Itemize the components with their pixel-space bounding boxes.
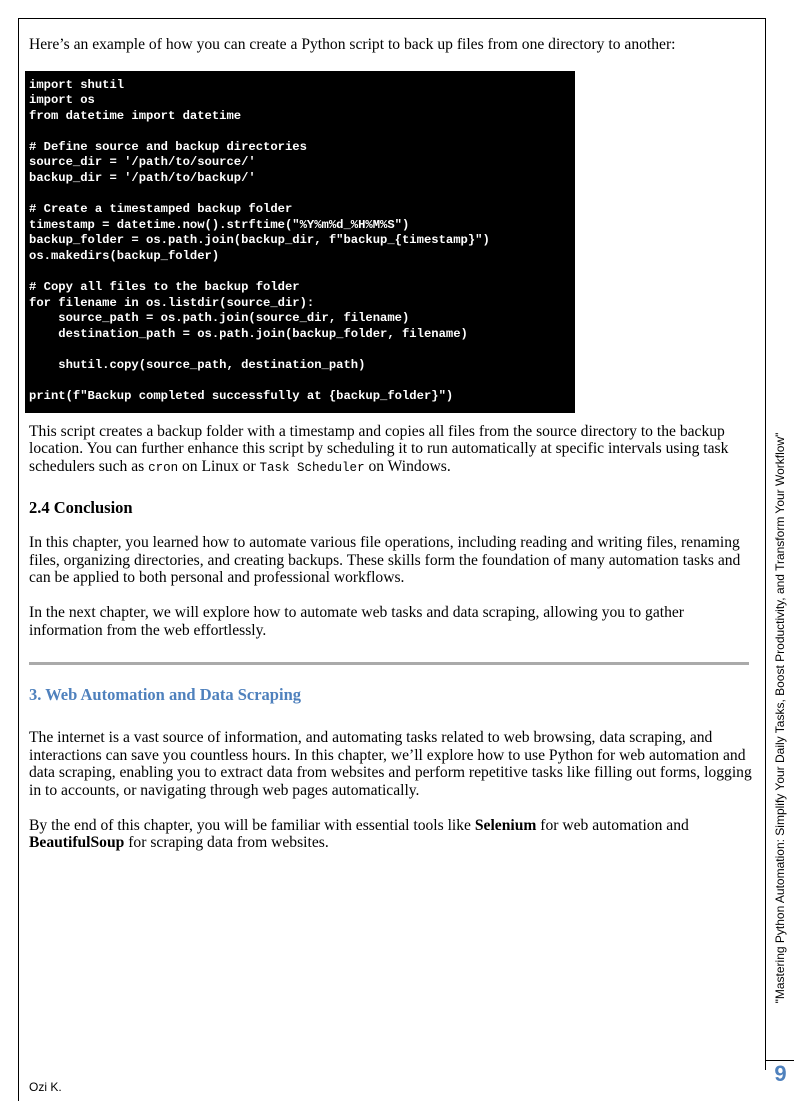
code-line xyxy=(29,187,575,203)
page-frame-top xyxy=(18,18,766,19)
code-line xyxy=(29,265,575,281)
chapter-heading: 3. Web Automation and Data Scraping xyxy=(29,685,301,705)
author-footer: Ozi K. xyxy=(29,1080,62,1094)
intro-paragraph: Here’s an example of how you can create a Python script to back up files from one directory to another: xyxy=(29,36,676,53)
code-line xyxy=(29,374,575,390)
bold-term-selenium: Selenium xyxy=(474,816,537,834)
conclusion-paragraph-2: In the next chapter, we will explore how to automate web tasks and data scraping, allowing you to gather information from the web effortlessly. xyxy=(29,604,684,639)
code-line: source_dir = '/path/to/source/' xyxy=(29,155,256,170)
conclusion-paragraph-1: In this chapter, you learned how to automate various file operations, including reading and writing files, renaming files, organizing directories, and creating backups. These skills form the foundation of many automation tasks and can be applied to both personal and professional workflows. xyxy=(29,534,741,587)
inline-code-cron: cron xyxy=(148,460,179,475)
code-line: timestamp = datetime.now().strftime("%Y%m%d_%H%M%S") xyxy=(29,217,410,232)
section-divider xyxy=(29,662,749,665)
text-segment: for scraping data from websites. xyxy=(124,834,329,852)
code-line: # Define source and backup directories xyxy=(29,139,307,154)
conclusion-heading: 2.4 Conclusion xyxy=(29,498,133,518)
code-block xyxy=(25,71,575,413)
code-line: from datetime import datetime xyxy=(29,108,242,123)
text-segment: on Windows. xyxy=(364,457,451,475)
page-number: 9 xyxy=(774,1061,787,1086)
code-line: os.makedirs(backup_folder) xyxy=(29,249,220,264)
code-line: import shutil xyxy=(29,77,125,92)
code-line: backup_folder = os.path.join(backup_dir, f"backup_{timestamp}") xyxy=(29,233,490,248)
code-line: # Copy all files to the backup folder xyxy=(29,280,300,295)
code-line xyxy=(29,343,575,359)
page-frame-left xyxy=(18,18,19,1101)
code-line: source_path = os.path.join(source_dir, filename) xyxy=(29,311,410,326)
text-segment: for web automation and xyxy=(536,816,689,834)
chapter-paragraph-2 xyxy=(29,817,754,852)
code-line: destination_path = os.path.join(backup_folder, filename) xyxy=(29,327,468,341)
code-line: backup_dir = '/path/to/backup/' xyxy=(29,171,256,186)
side-title-strip xyxy=(768,376,792,1060)
code-line: for filename in os.listdir(source_dir): xyxy=(29,295,315,310)
code-line: import os xyxy=(29,93,95,108)
code-line: # Create a timestamped backup folder xyxy=(29,202,293,217)
page-frame-right xyxy=(765,18,766,1070)
code-line xyxy=(29,124,575,140)
text-segment: This script creates a backup folder with a timestamp and copies all files from the source directory to the backup location. You can further enhance this script by scheduling it to run automatically at specific intervals using task schedulers such as xyxy=(29,422,729,475)
text-segment: By the end of this chapter, you will be familiar with essential tools like xyxy=(29,816,475,834)
bold-term-beautifulsoup: BeautifulSoup xyxy=(29,834,125,852)
page-content xyxy=(29,36,754,852)
script-explanation-paragraph xyxy=(29,423,754,478)
code-line: print(f"Backup completed successfully at {backup_folder}") xyxy=(29,389,454,404)
chapter-paragraph-1: The internet is a vast source of information, and automating tasks related to web browsing, data scraping, and interactions can save you countless hours. In this chapter, we’ll explore how to use Python for web automation and data scraping, enabling you to extract data from websites and perform repetitive tasks like filling out forms, logging in to accounts, or navigating through web pages automatically. xyxy=(29,729,752,799)
inline-code-task-scheduler: Task Scheduler xyxy=(259,460,365,475)
code-line: shutil.copy(source_path, destination_path) xyxy=(29,358,366,373)
book-title-vertical: "Mastering Python Automation: Simplify Your Daily Tasks, Boost Productivity, and Transform Your Workflow" xyxy=(773,432,787,1004)
text-segment: on Linux or xyxy=(178,457,260,475)
